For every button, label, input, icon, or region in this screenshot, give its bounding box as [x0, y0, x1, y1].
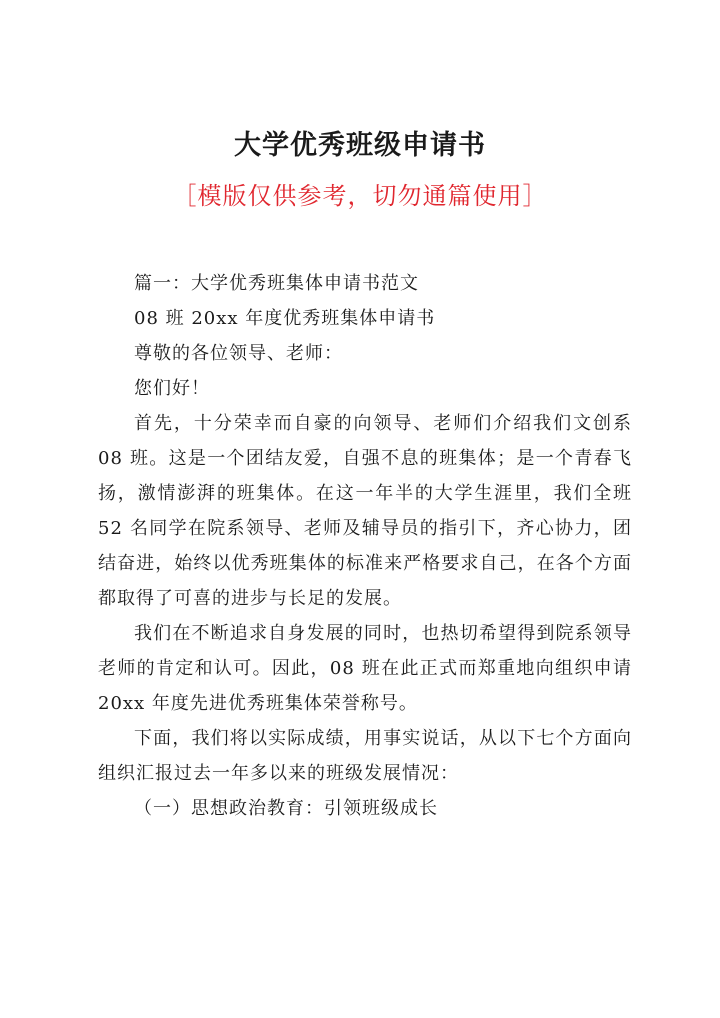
section-heading: 篇一：大学优秀班集体申请书范文 — [134, 273, 419, 294]
subsection-heading: （一）思想政治教育：引领班级成长 — [134, 798, 438, 819]
greeting: 您们好！ — [134, 378, 210, 399]
application-heading: 08 班 20xx 年度优秀班集体申请书 — [134, 308, 436, 329]
paragraph-overview: 下面，我们将以实际成绩，用事实说话，从以下七个方面向组织汇报过去一年多以来的班级发展情况： — [98, 728, 632, 784]
document-title: 大学优秀班级申请书 — [234, 130, 486, 161]
salutation: 尊敬的各位领导、老师： — [134, 343, 343, 364]
paragraph-application: 我们在不断追求自身发展的同时，也热切希望得到院系领导老师的肯定和认可。因此，08 班在此正式而郑重地向组织申请 20xx 年度先进优秀班集体荣誉称号。 — [98, 623, 632, 714]
template-disclaimer: ［模版仅供参考，切勿通篇使用］ — [172, 182, 548, 210]
paragraph-introduction: 首先，十分荣幸而自豪的向领导、老师们介绍我们文创系 08 班。这是一个团结友爱，自强不息的班集体；是一个青春飞扬，激情澎湃的班集体。在这一年半的大学生涯里，我们全班 52 名同学在院系领导、老师及辅导员的指引下，齐心协力，团结奋进，始终以优秀班集体的标准来严格要求自己，在各个方面都取得了可喜的进步与长足的发展。 — [98, 413, 632, 609]
document-body — [98, 266, 632, 826]
